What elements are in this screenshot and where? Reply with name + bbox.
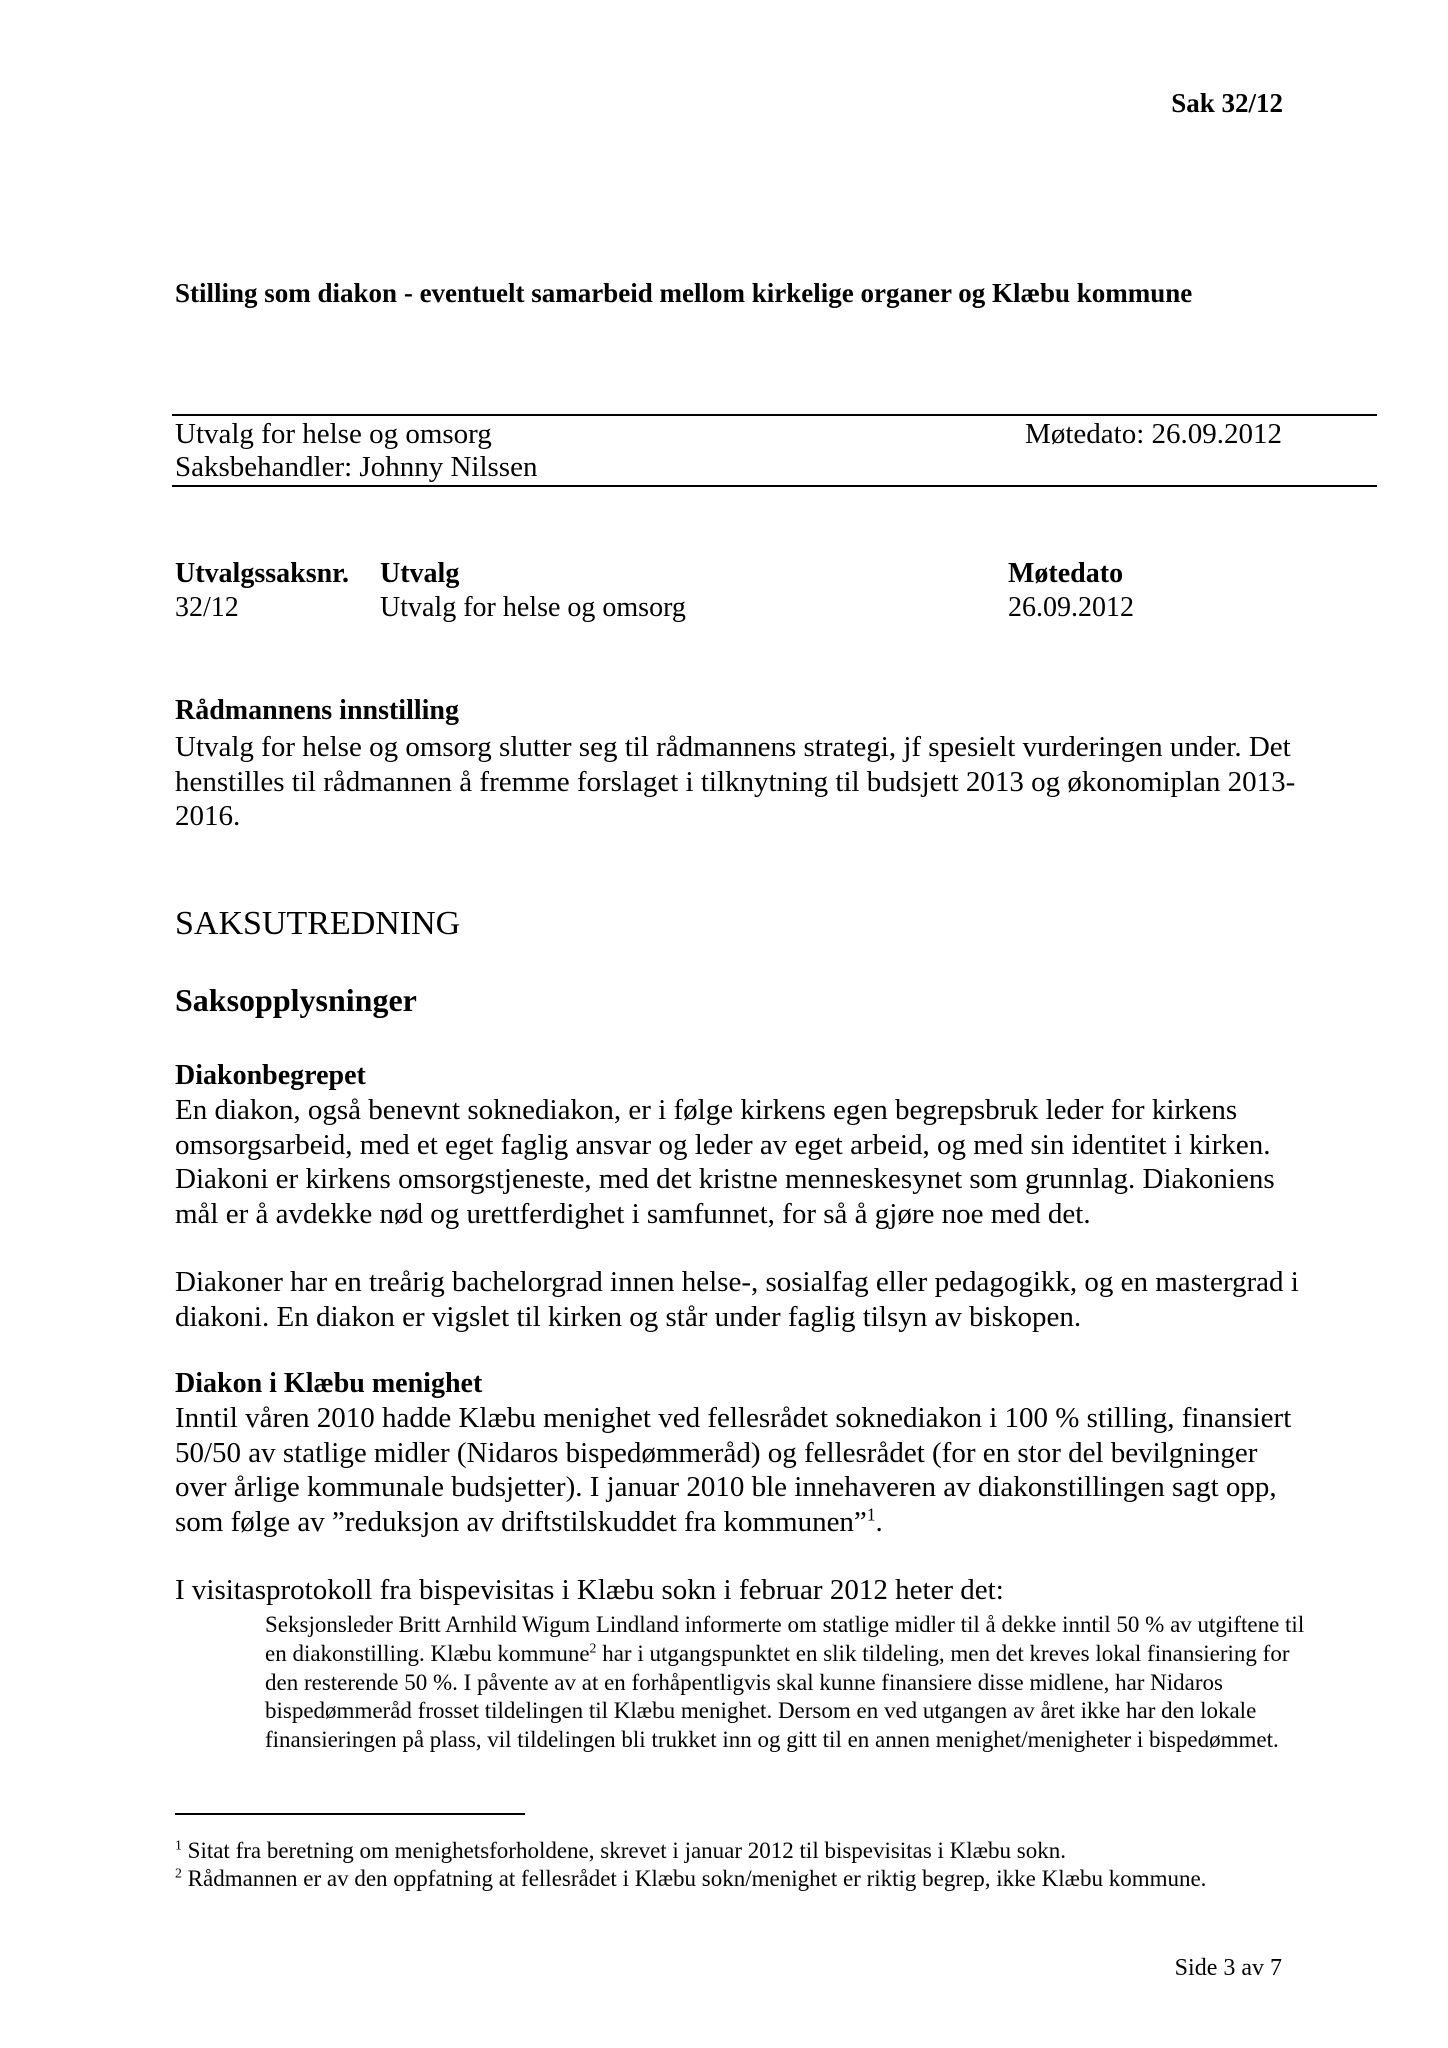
footnote-1 <box>175 1838 1066 1864</box>
diakonbegrepet-paragraph-1: En diakon, også benevnt soknediakon, er i følge kirkens egen begrepsbruk leder for kirkens omsorgsarbeid, med et eget faglig ansvar og leder av eget arbeid, og med sin identitet i kirken. Diakoni er kirkens omsorgstjeneste, med det kristne menneskesynet som grunnlag. Diakoniens mål er å avdekke nød og urettferdighet i samfunnet, for så å gjøre noe med det. <box>175 1094 1275 1230</box>
footnote-ref-2: 2 <box>589 1640 597 1656</box>
section-title: SAKSUTREDNING <box>175 905 461 942</box>
table-header-case-no: Utvalgssaksnr. <box>175 558 350 589</box>
klaebu-paragraph-end: . <box>875 1505 883 1538</box>
page-number: Side 3 av 7 <box>1174 1955 1282 1981</box>
committee-name: Utvalg for helse og omsorg <box>175 418 492 450</box>
document-title: Stilling som diakon - eventuelt samarbeid mellom kirkelige organer og Klæbu kommune <box>175 278 1193 308</box>
visitation-intro: I visitasprotokoll fra bispevisitas i Klæbu sokn i februar 2012 heter det: <box>175 1574 1004 1606</box>
subsection-title: Saksopplysninger <box>175 982 417 1018</box>
case-handler: Saksbehandler: Johnny Nilssen <box>175 451 538 483</box>
table-cell-committee: Utvalg for helse og omsorg <box>380 592 686 623</box>
case-number: Sak 32/12 <box>1171 88 1283 118</box>
recommendation-heading: Rådmannens innstilling <box>175 695 459 726</box>
klaebu-paragraph-1 <box>175 1401 1305 1539</box>
diakonbegrepet-heading: Diakonbegrepet <box>175 1060 366 1091</box>
footnote-ref-1: 1 <box>866 1503 876 1524</box>
visitation-quote <box>265 1611 1315 1755</box>
footnote-rule <box>175 1813 525 1815</box>
recommendation-text: Utvalg for helse og omsorg slutter seg til rådmannens strategi, jf spesielt vurderingen under. Det henstilles til rådmannen å fremme forslaget i tilknytning til budsjett 2013 og økonomiplan 2013-2016. <box>175 731 1296 832</box>
table-header-committee: Utvalg <box>380 558 460 589</box>
footnote-2-text: Rådmannen er av den oppfatning at fellesrådet i Klæbu sokn/menighet er riktig begrep, ikke Klæbu kommune. <box>181 1866 1207 1891</box>
table-header-date: Møtedato <box>1008 558 1124 589</box>
meeting-date: Møtedato: 26.09.2012 <box>1025 418 1282 450</box>
klaebu-heading: Diakon i Klæbu menighet <box>175 1368 483 1399</box>
quote-part-1: Seksjonsleder Britt Arnhild Wigum Lindland informerte om statlige midler til å dekke inntil 50 % av utgiftene til en diakonstilling. Klæbu kommune <box>265 1612 1305 1666</box>
footnote-1-number: 1 <box>175 1837 182 1853</box>
table-cell-case-no: 32/12 <box>175 592 239 623</box>
klaebu-paragraph-text: Inntil våren 2010 hadde Klæbu menighet ved fellesrådet soknediakon i 100 % stilling, finansiert 50/50 av statlige midler (Nidaros bispedømmeråd) og fellesrådet (for en stor del bevilgninger over årlige kommunale budsjetter). I januar 2010 ble innehaveren av diakonstillingen sagt opp, som følge av ”reduksjon av driftstilskuddet fra kommunen” <box>175 1402 1292 1538</box>
diakonbegrepet-paragraph-2: Diakoner har en treårig bachelorgrad innen helse-, sosialfag eller pedagogikk, og en mastergrad i diakoni. En diakon er vigslet til kirken og står under faglig tilsyn av biskopen. <box>175 1266 1299 1333</box>
top-rule <box>172 414 1377 416</box>
table-cell-date: 26.09.2012 <box>1008 592 1134 623</box>
quote-part-2: har i utgangspunktet en slik tildeling, men det kreves lokal finansiering for den resterende 50 %. I påvente av at en forhåpentligvis skal kunne finansiere disse midlene, har Nidaros bispedømmeråd frosset tildelingen til Klæbu menighet. Dersom en ved utgangen av året ikke har den lokale finansieringen på plass, vil tildelingen bli trukket inn og gitt til en annen menighet/menigheter i bispedømmet. <box>265 1640 1290 1753</box>
bottom-rule <box>172 485 1377 487</box>
footnote-1-text: Sitat fra beretning om menighetsforholdene, skrevet i januar 2012 til bispevisitas i Klæbu sokn. <box>181 1838 1066 1863</box>
footnote-2 <box>175 1866 1206 1892</box>
footnote-2-number: 2 <box>175 1865 182 1881</box>
